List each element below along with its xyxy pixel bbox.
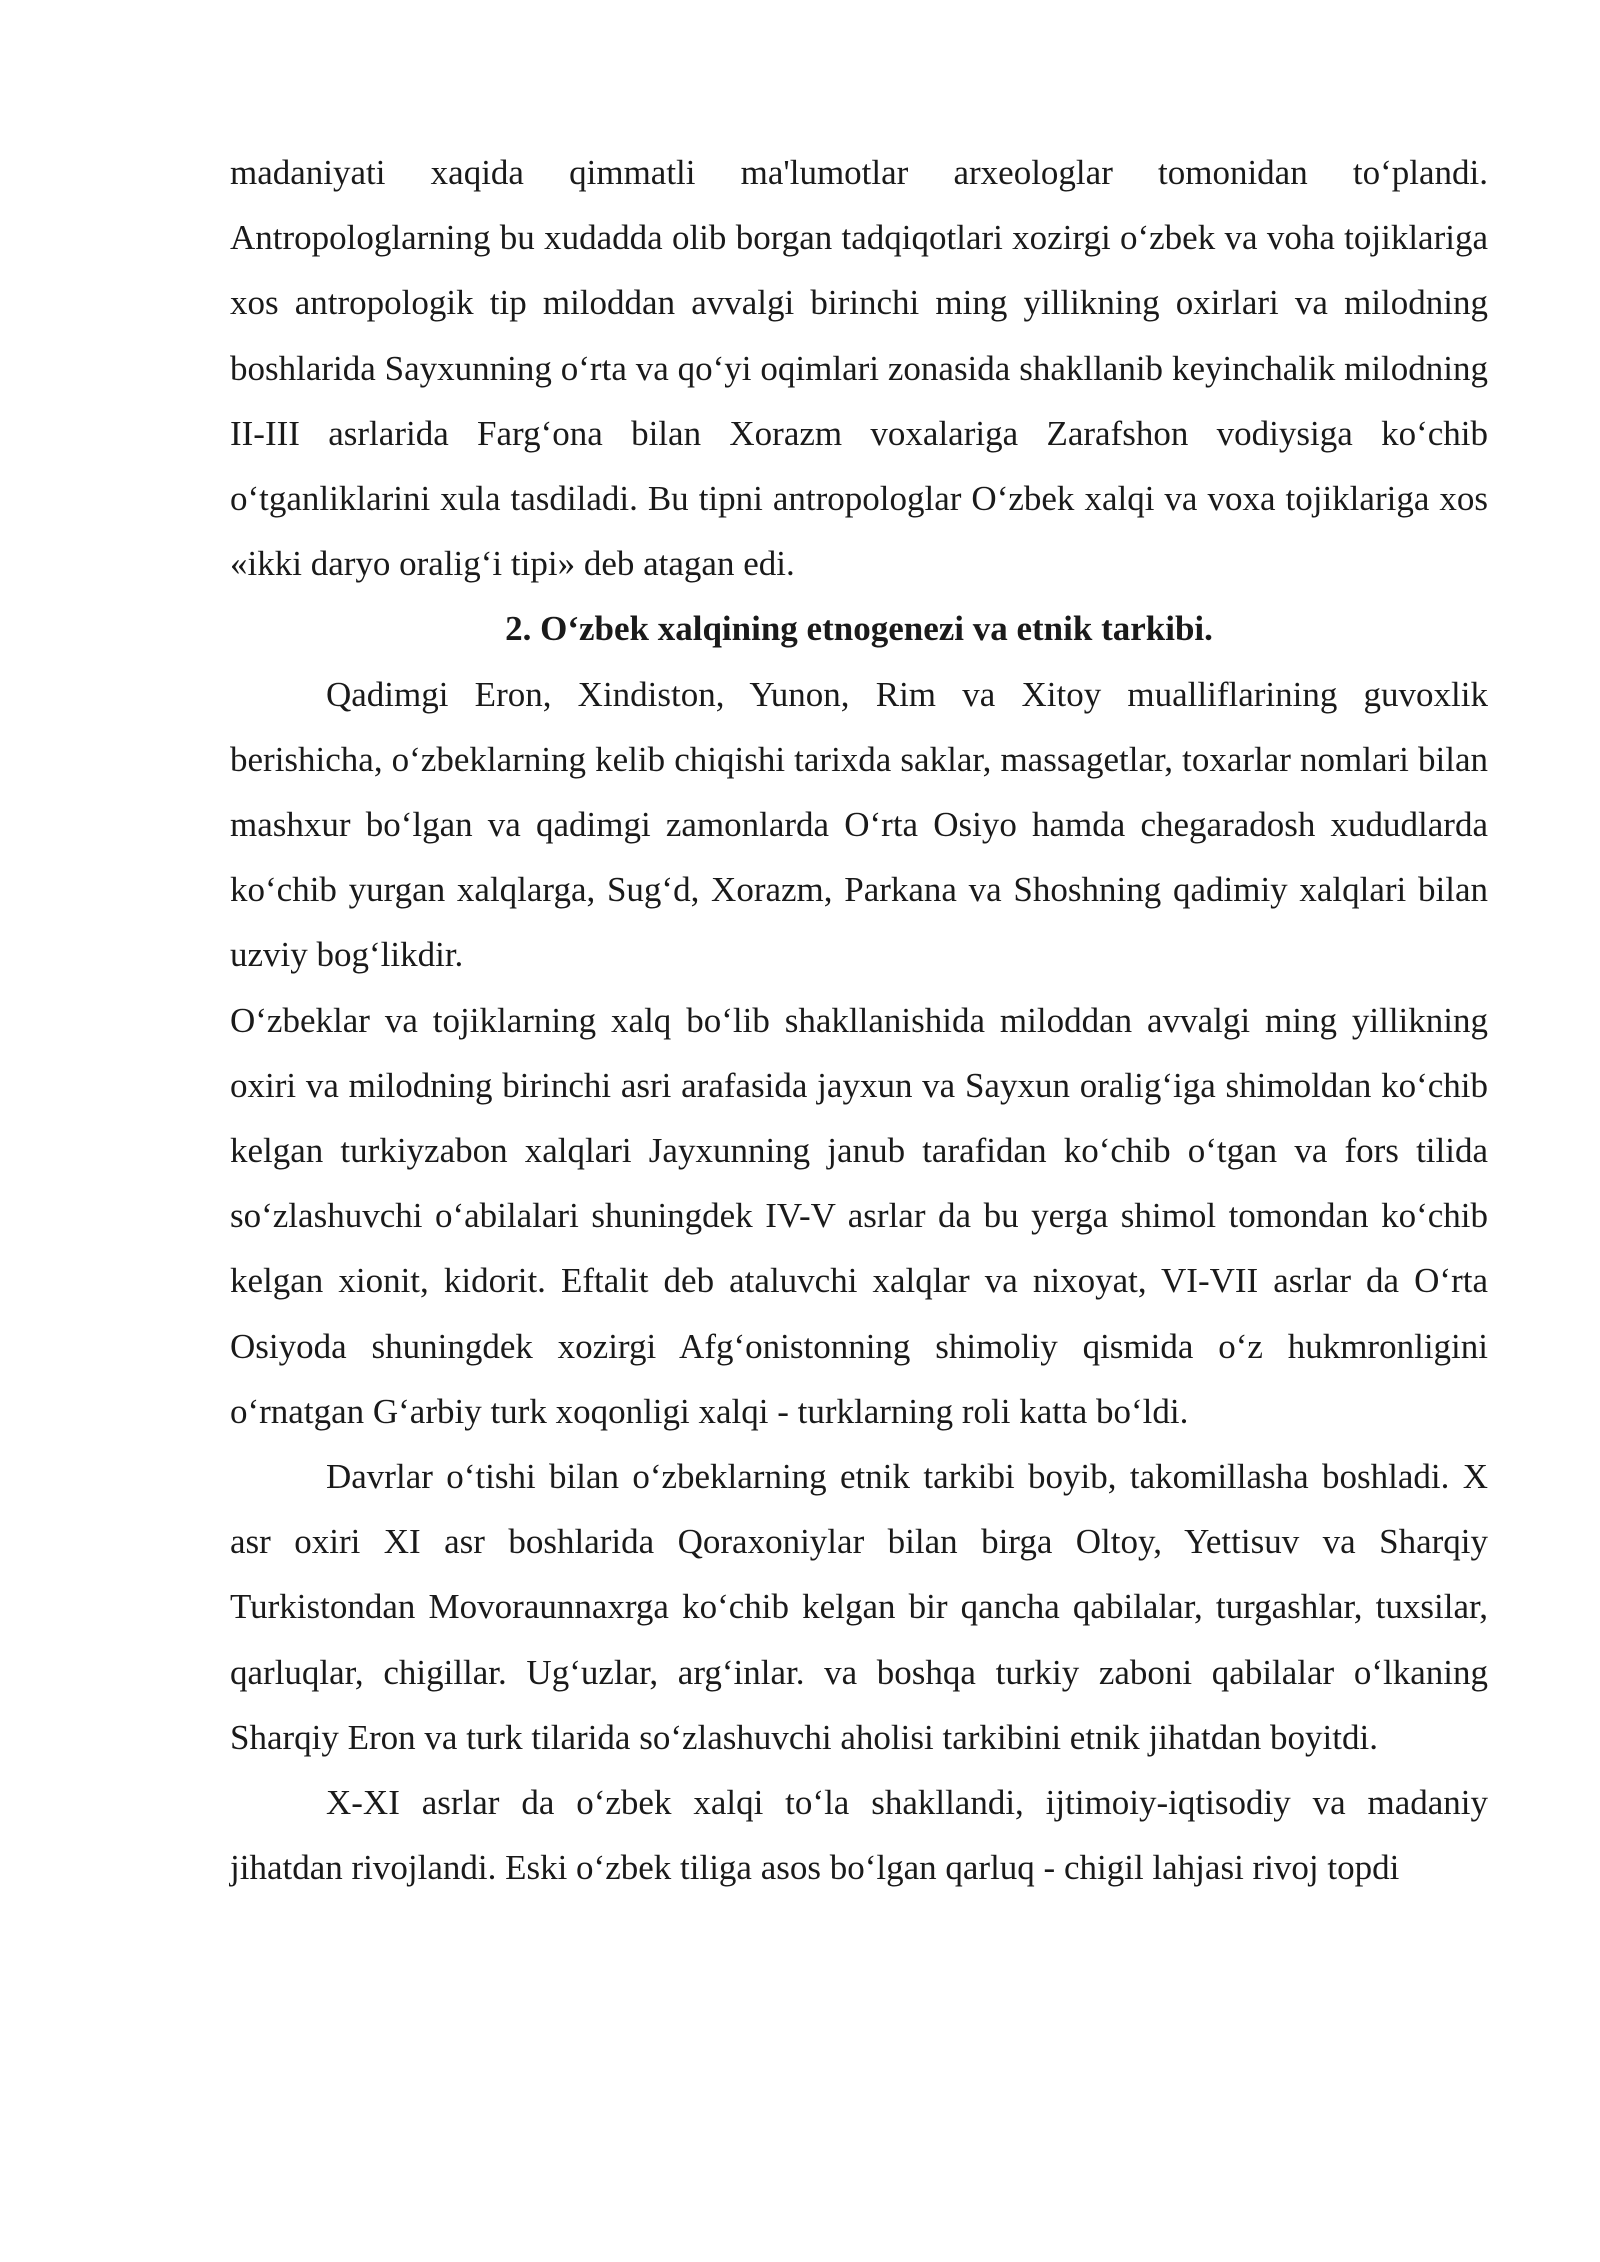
document-page [230, 140, 1488, 1900]
section-heading: 2. O‘zbek xalqining etnogenezi va etnik tarkibi. [505, 609, 1213, 649]
paragraph-body: O‘zbeklar va tojiklarning xalq bo‘lib shakllanishida miloddan avvalgi ming yillikning oxiri va milodning birinchi asri arafasida jayxun va Sayxun oralig‘iga shimoldan ko‘chib kelgan turkiyzabon xalqlari Jayxunning janub tarafidan ko‘chib o‘tgan va fors tilida so‘zlashuvchi o‘abilalari shuningdek IV-V asrlar da bu yerga shimol tomondan ko‘chib kelgan xionit, kidorit. Eftalit deb ataluvchi xalqlar va nixoyat, VI-VII asrlar da O‘rta Osiyoda shuningdek xozirgi Afg‘onistonning shimoliy qismida o‘z hukmronligini o‘rnatgan G‘arbiy turk xoqonligi xalqi - turklarning roli katta bo‘ldi. [230, 1000, 1488, 1431]
paragraph-body: Davrlar o‘tishi bilan o‘zbeklarning etnik tarkibi boyib, takomillasha boshladi. X asr oxiri XI asr boshlarida Qoraxoniylar bilan birga Oltoy, Yettisuv va Sharqiy Turkistondan Movoraunnaxrga ko‘chib kelgan bir qancha qabilalar, turgashlar, tuxsilar, qarluqlar, chigillar. Ug‘uzlar, arg‘inlar. va boshqa turkiy zaboni qabilalar o‘lkaning Sharqiy Eron va turk tilarida so‘zlashuvchi aholisi tarkibini etnik jihatdan boyitdi. [230, 1457, 1488, 1757]
paragraph-body: X-XI asrlar da o‘zbek xalqi to‘la shakllandi, ijtimoiy-iqtisodiy va madaniy jihatdan rivojlandi. Eski o‘zbek tiliga asos bo‘lgan qarluq - chigil lahjasi rivoj topdi [230, 1783, 1488, 1888]
paragraph-body: madaniyati xaqida qimmatli ma'lumotlar arxeologlar tomonidan to‘plandi. Antropologlarning bu xudadda olib borgan tadqiqotlari xozirgi o‘zbek va voha tojiklariga xos antropologik tip miloddan avvalgi birinchi ming yillikning oxirlari va milodning boshlarida Sayxunning o‘rta va qo‘yi oqimlari zonasida shakllanib keyinchalik milodning II-III asrlarida Farg‘ona bilan Xorazm voxalariga Zarafshon vodiysiga ko‘chib o‘tganliklarini xula tasdiladi. Bu tipni antropologlar O‘zbek xalqi va voxa tojiklariga xos «ikki daryo oralig‘i tipi» deb atagan edi. [230, 153, 1488, 584]
paragraph-body: Qadimgi Eron, Xindiston, Yunon, Rim va Xitoy mualliflarining guvoxlik berishicha, o‘zbeklarning kelib chiqishi tarixda saklar, massagetlar, toxarlar nomlari bilan mashxur bo‘lgan va qadimgi zamonlarda O‘rta Osiyo hamda chegaradosh xududlarda ko‘chib yurgan xalqlarga, Sug‘d, Xorazm, Parkana va Shoshning qadimiy xalqlari bilan uzviy bog‘likdir. [230, 674, 1488, 975]
